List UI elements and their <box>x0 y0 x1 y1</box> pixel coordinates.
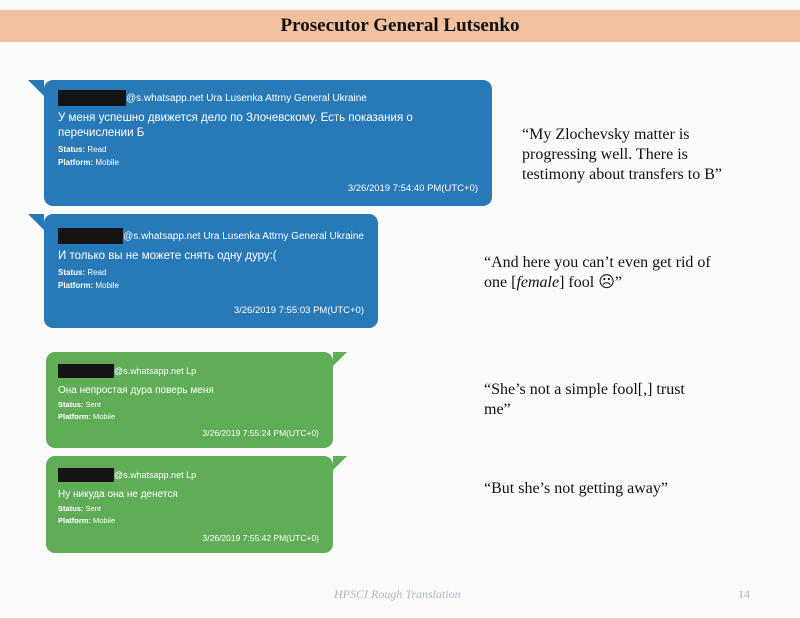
sender-address: @s.whatsapp.net Lp <box>114 470 197 480</box>
platform-label: Platform: <box>58 516 91 525</box>
page-title: Prosecutor General Lutsenko <box>280 15 520 36</box>
bubble-tail <box>333 352 347 366</box>
status-row <box>58 145 478 154</box>
title-bar <box>0 10 800 42</box>
platform-row <box>58 412 321 421</box>
sender-line <box>58 468 321 482</box>
message-timestamp: 3/26/2019 7:55:24 PM(UTC+0) <box>202 428 319 438</box>
page-number: 14 <box>738 587 750 601</box>
sender-line <box>58 90 478 106</box>
status-value: Read <box>87 267 107 277</box>
redaction-box <box>58 364 114 378</box>
translation-text <box>484 253 724 293</box>
translation-emphasis: female <box>516 274 560 291</box>
message-timestamp: 3/26/2019 7:55:42 PM(UTC+0) <box>202 533 319 543</box>
platform-label: Platform: <box>58 412 91 421</box>
platform-value: Mobile <box>95 280 119 290</box>
status-label: Status: <box>58 267 86 277</box>
footer-caption: HPSCI Rough Translation <box>334 587 461 601</box>
platform-row <box>58 158 478 167</box>
platform-value: Mobile <box>95 157 119 167</box>
translation-part: “And here you can’t even get rid of one [ <box>484 254 711 291</box>
message-timestamp: 3/26/2019 7:55:03 PM(UTC+0) <box>233 305 364 316</box>
status-row <box>58 504 321 513</box>
message-timestamp: 3/26/2019 7:54:40 PM(UTC+0) <box>347 183 478 194</box>
status-value: Sent <box>85 504 101 513</box>
status-value: Read <box>87 144 107 154</box>
status-row <box>58 400 321 409</box>
sender-address: @s.whatsapp.net Ura Lusenka Attrny General Ukraine <box>123 230 364 242</box>
platform-value: Mobile <box>93 516 116 525</box>
message-text: Она непростая дура поверь меня <box>58 385 214 396</box>
bubble-tail <box>28 214 44 230</box>
status-label: Status: <box>58 144 86 154</box>
sender-line <box>58 364 321 378</box>
platform-label: Platform: <box>58 280 94 290</box>
status-row <box>58 268 364 277</box>
sender-address: @s.whatsapp.net Ura Lusenka Attrny General Ukraine <box>126 92 367 104</box>
message-text: У меня успешно движется дело по Злочевскому. Есть показания о перечислении Б <box>58 112 413 139</box>
bubble-tail <box>28 80 44 96</box>
bubble-tail <box>333 456 347 470</box>
translation-part: ] fool ☹” <box>559 274 622 291</box>
platform-row <box>58 281 364 290</box>
platform-label: Platform: <box>58 157 94 167</box>
platform-row <box>58 516 321 525</box>
status-value: Sent <box>85 400 101 409</box>
translation-text: “My Zlochevsky matter is progressing well. There is testimony about transfers to B” <box>522 126 722 183</box>
sender-line <box>58 228 364 244</box>
redaction-box <box>58 228 123 244</box>
platform-value: Mobile <box>93 412 116 421</box>
status-label: Status: <box>58 504 84 513</box>
status-label: Status: <box>58 400 84 409</box>
message-bubble-incoming <box>44 80 492 206</box>
translation-text: “But she’s not getting away” <box>484 480 668 497</box>
message-bubble-outgoing <box>46 352 333 448</box>
message-text: И только вы не можете снять одну дуру:( <box>58 250 277 262</box>
redaction-box <box>58 468 114 482</box>
translation-text: “She’s not a simple fool[,] trust me” <box>484 381 685 418</box>
message-bubble-incoming <box>44 214 378 328</box>
message-bubble-outgoing <box>46 456 333 553</box>
redaction-box <box>58 90 126 106</box>
message-text: Ну никуда она не денется <box>58 489 178 500</box>
sender-address: @s.whatsapp.net Lp <box>114 366 197 376</box>
